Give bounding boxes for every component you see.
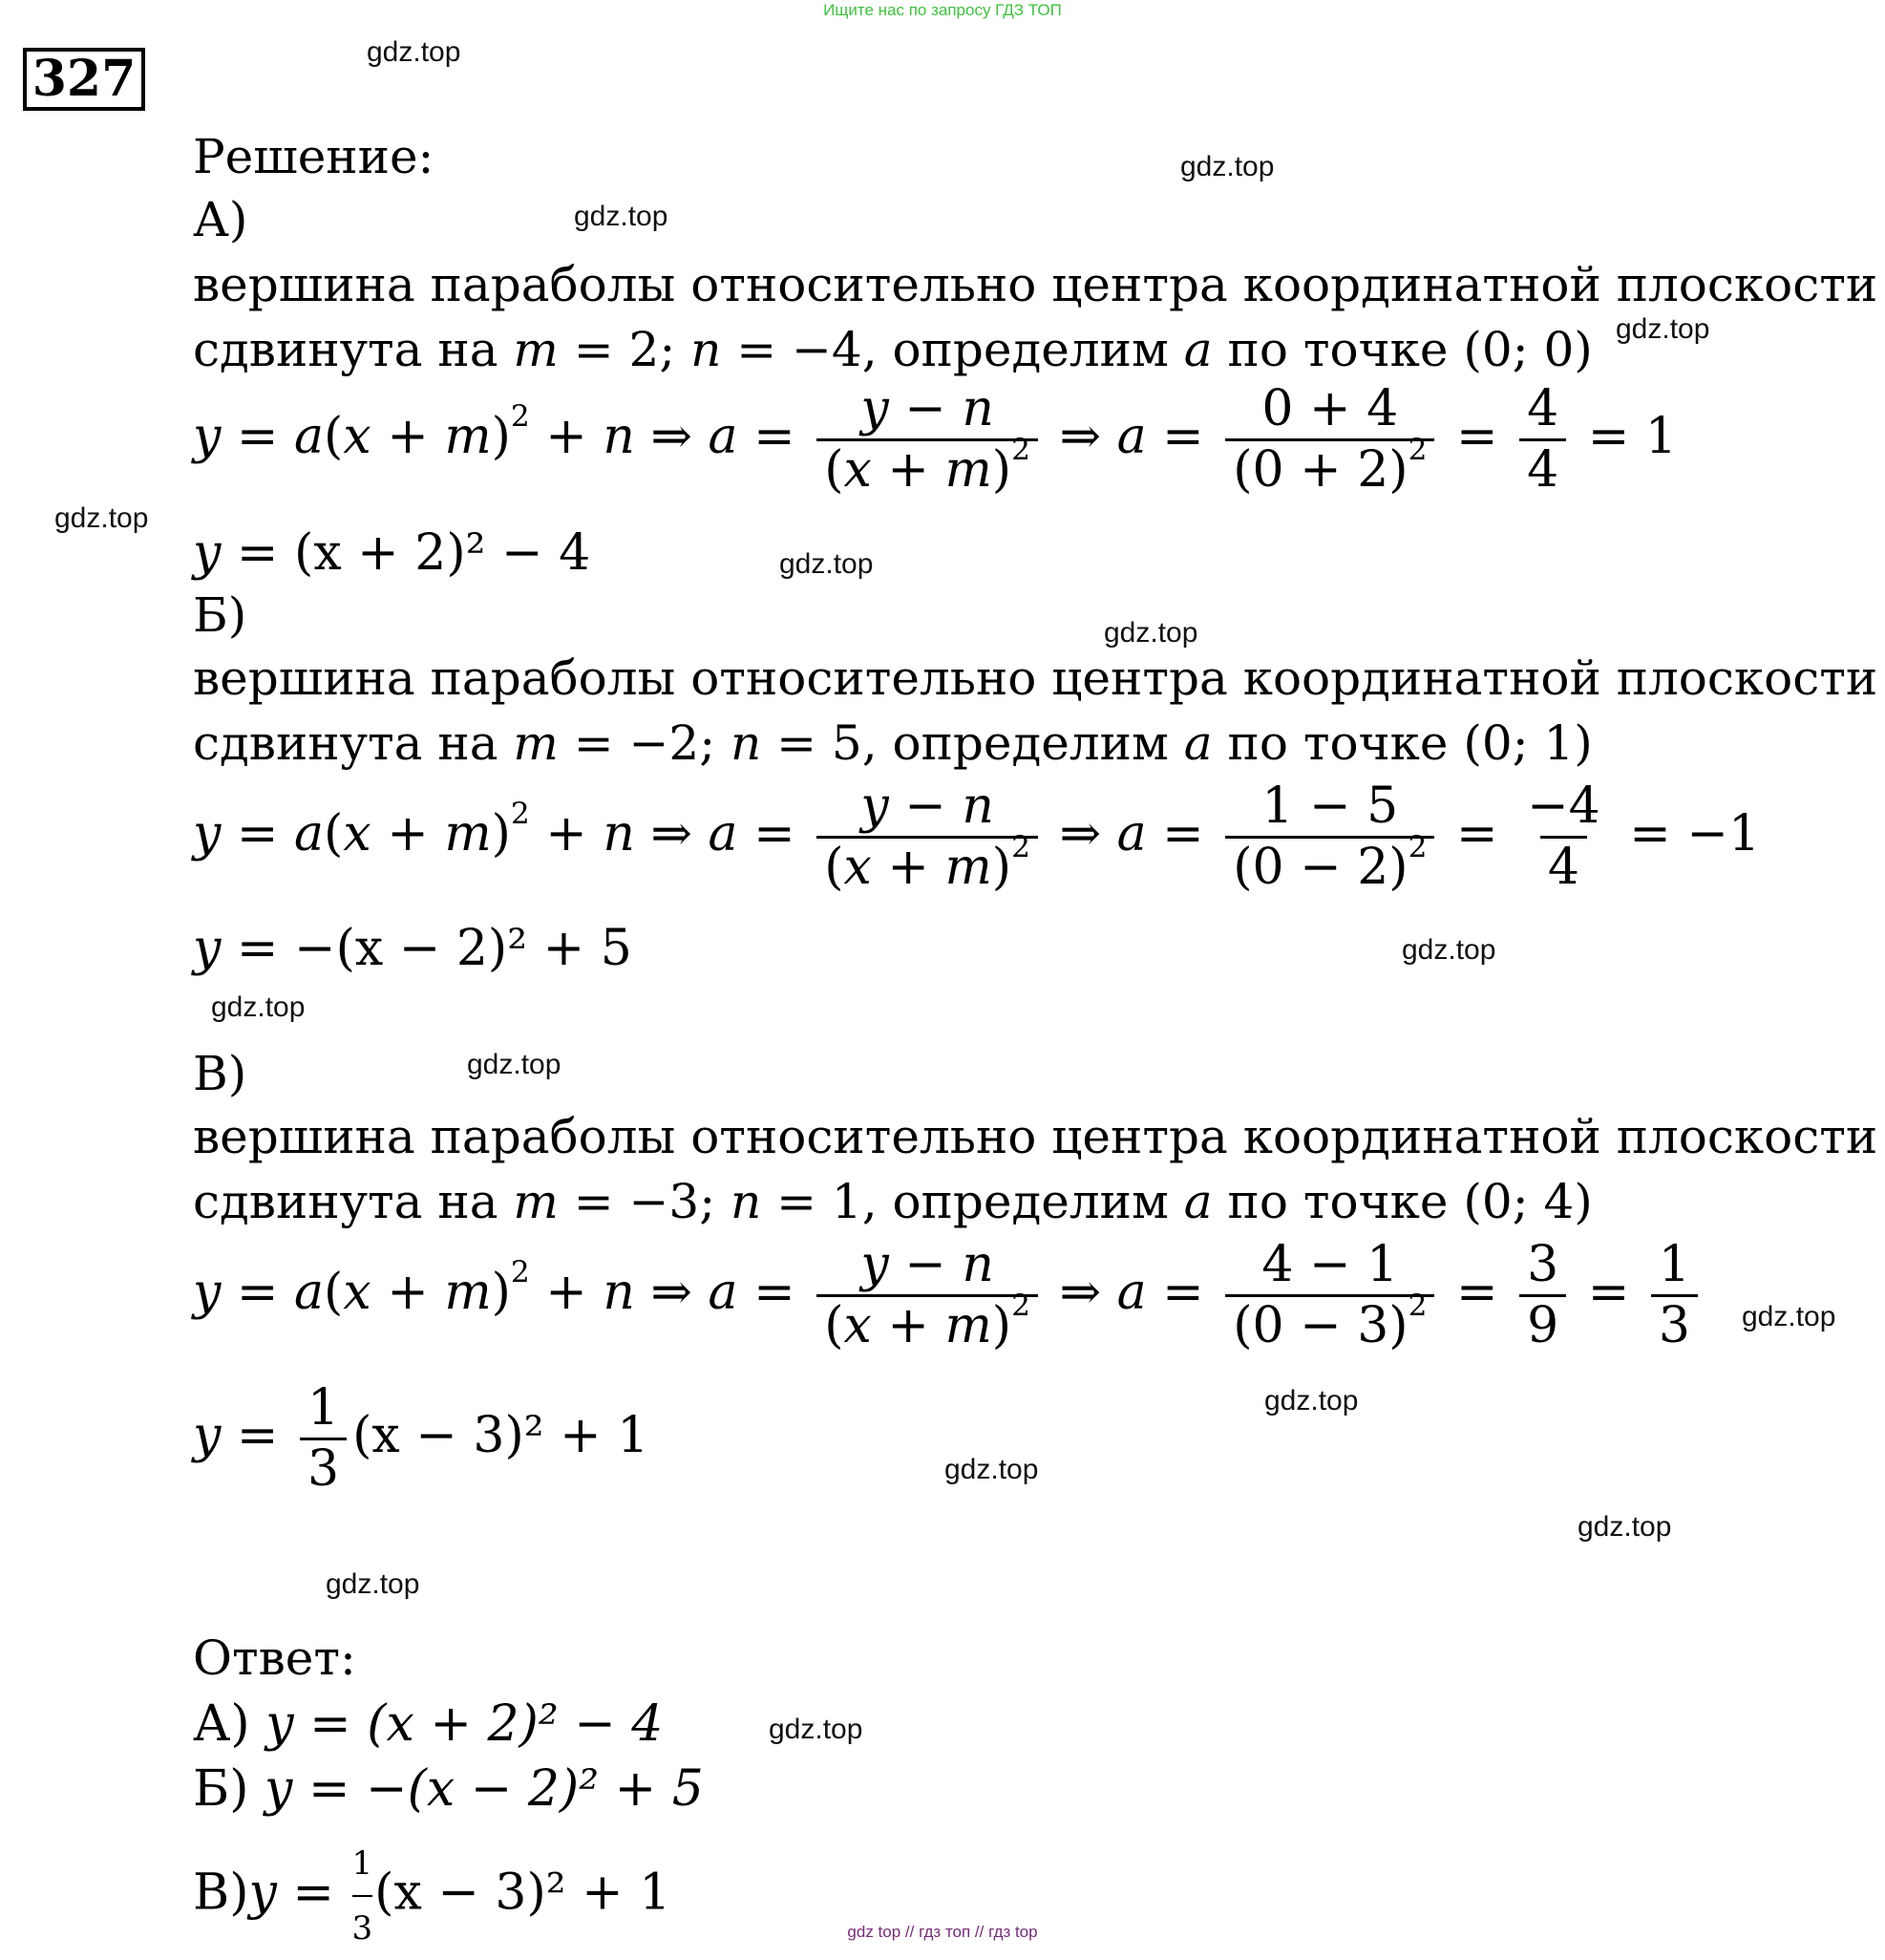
- m-value: 2: [628, 322, 660, 377]
- watermark: gdz.top: [54, 502, 149, 534]
- part-b-label: Б): [193, 587, 247, 643]
- answer-label: Ответ:: [193, 1630, 356, 1686]
- watermark: gdz.top: [1616, 313, 1710, 345]
- part-a-vertex-text: вершина параболы относительно центра координатной плоскости: [193, 257, 1878, 312]
- fraction-numerator: 1: [351, 1844, 373, 1883]
- watermark: gdz.top: [769, 1714, 863, 1745]
- answer-a-label: А): [193, 1695, 250, 1753]
- top-banner: Ищите нас по запросу ГДЗ ТОП: [823, 1, 1062, 19]
- fraction-numerator: 1: [1658, 1236, 1690, 1293]
- define-a-text: , определим: [861, 322, 1169, 377]
- fraction-denominator: (0 − 3): [1233, 1297, 1408, 1355]
- watermark: gdz.top: [574, 201, 668, 232]
- fraction-denominator: (0 − 2): [1233, 839, 1408, 897]
- final-expression: (x − 3)² + 1: [352, 1407, 649, 1465]
- watermark: gdz.top: [1402, 934, 1496, 966]
- final-expression: (x + 2)² − 4: [294, 524, 591, 582]
- watermark: gdz.top: [944, 1454, 1039, 1485]
- fraction-denominator: 3: [300, 1438, 347, 1497]
- by-point-text: по точке: [1227, 322, 1449, 377]
- watermark: gdz.top: [467, 1049, 561, 1080]
- part-b-shift-line: сдвинута на m = −2; n = 5, определим a по точке (0; 1): [193, 715, 1593, 771]
- watermark: gdz.top: [1742, 1301, 1836, 1332]
- fraction-numerator: 0 + 4: [1261, 380, 1399, 437]
- answer-c-label: В): [193, 1864, 249, 1922]
- watermark: gdz.top: [779, 548, 874, 580]
- n-value: −4: [791, 322, 862, 377]
- fraction-denominator: 9: [1519, 1294, 1566, 1353]
- answer-c-expression: (x − 3)² + 1: [374, 1864, 671, 1922]
- watermark: gdz.top: [211, 991, 306, 1023]
- part-c-shift-line: сдвинута на m = −3; n = 1, определим a по точке (0; 4): [193, 1174, 1593, 1229]
- n-value: 5: [831, 715, 862, 771]
- fraction-numerator: −4: [1527, 778, 1600, 835]
- point-value: (0; 1): [1463, 715, 1593, 771]
- by-point-text: по точке: [1227, 1174, 1449, 1229]
- part-c-vertex-text: вершина параболы относительно центра координатной плоскости: [193, 1109, 1878, 1164]
- fraction-numerator: 1 − 5: [1261, 778, 1399, 835]
- fraction-numerator: 4 − 1: [1261, 1236, 1399, 1293]
- point-value: (0; 0): [1463, 322, 1593, 377]
- a-result: 1: [1644, 408, 1677, 466]
- solution-label: Решение:: [193, 129, 434, 184]
- footer-links: gdz top // гдз топ // гдз top: [847, 1923, 1038, 1941]
- shift-prefix: сдвинута на: [193, 715, 498, 771]
- answer-b-label: Б): [193, 1760, 249, 1818]
- m-value: −3: [628, 1174, 700, 1229]
- m-value: −2: [628, 715, 700, 771]
- watermark: gdz.top: [1578, 1511, 1672, 1543]
- shift-prefix: сдвинута на: [193, 322, 498, 377]
- watermark: gdz.top: [1180, 151, 1275, 182]
- part-b-final: y = −(x − 2)² + 5: [193, 920, 632, 977]
- final-expression: −(x − 2)² + 5: [294, 920, 632, 977]
- watermark: gdz.top: [326, 1568, 420, 1600]
- fraction-numerator: 3: [1527, 1236, 1559, 1293]
- answer-b: [193, 1758, 704, 1821]
- answer-a: [193, 1693, 663, 1756]
- problem-number: 327: [23, 48, 145, 111]
- define-a-text: , определим: [861, 1174, 1169, 1229]
- fraction-numerator: 1: [307, 1379, 340, 1437]
- define-a-text: , определим: [861, 715, 1169, 771]
- part-a-equation: $y = a(x + m)^2 + n$ ⇒ a = $\frac{y - n}{(x + m)^2}$ ⇒ a = $\frac{0 + 4}{(0 + 2)^2}$ = $\frac{4}{4}$ = 1: [193, 380, 1677, 500]
- n-value: 1: [831, 1174, 862, 1229]
- answer-b-expression: y = −(x − 2)² + 5: [265, 1760, 704, 1818]
- a-result: −1: [1686, 805, 1761, 863]
- fraction-denominator: 4: [1540, 836, 1587, 895]
- part-a-shift-line: сдвинута на m = 2; n = −4, определим a по точке (0; 0): [193, 322, 1593, 377]
- watermark: gdz.top: [1264, 1385, 1359, 1417]
- part-c-final: y = $\frac{1}{3}$ (x − 3)² + 1: [193, 1379, 649, 1499]
- answer-a-expression: y = (x + 2)² − 4: [265, 1695, 664, 1753]
- fraction-denominator: 3: [1651, 1294, 1698, 1353]
- part-c-label: В): [193, 1046, 247, 1101]
- answer-c: В)y = $\frac{1}{3}$ (x − 3)² + 1: [193, 1832, 670, 1960]
- fraction-denominator: 4: [1519, 438, 1566, 498]
- part-a-final: y = (x + 2)² − 4: [193, 524, 591, 582]
- fraction-numerator: 4: [1527, 380, 1559, 437]
- fraction-denominator: 3: [352, 1895, 373, 1960]
- watermark: gdz.top: [1104, 617, 1198, 649]
- watermark: gdz.top: [367, 36, 461, 68]
- part-b-equation: $y = a(x + m)^2 + n$ ⇒ a = $\frac{y - n}{(x + m)^2}$ ⇒ a = $\frac{1 - 5}{(0 - 2)^2}$ = $\frac{-4}{4}$ = −1: [193, 778, 1761, 897]
- shift-prefix: сдвинута на: [193, 1174, 498, 1229]
- part-b-vertex-text: вершина параболы относительно центра координатной плоскости: [193, 650, 1878, 706]
- part-c-equation: $y = a(x + m)^2 + n$ ⇒ a = $\frac{y - n}{(x + m)^2}$ ⇒ a = $\frac{4 - 1}{(0 - 3)^2}$ = $\frac{3}{9}$ = $\frac{1}{3}$: [193, 1238, 1704, 1353]
- by-point-text: по точке: [1227, 715, 1449, 771]
- fraction-denominator: (0 + 2): [1233, 441, 1408, 500]
- part-a-label: А): [193, 192, 248, 247]
- point-value: (0; 4): [1463, 1174, 1593, 1229]
